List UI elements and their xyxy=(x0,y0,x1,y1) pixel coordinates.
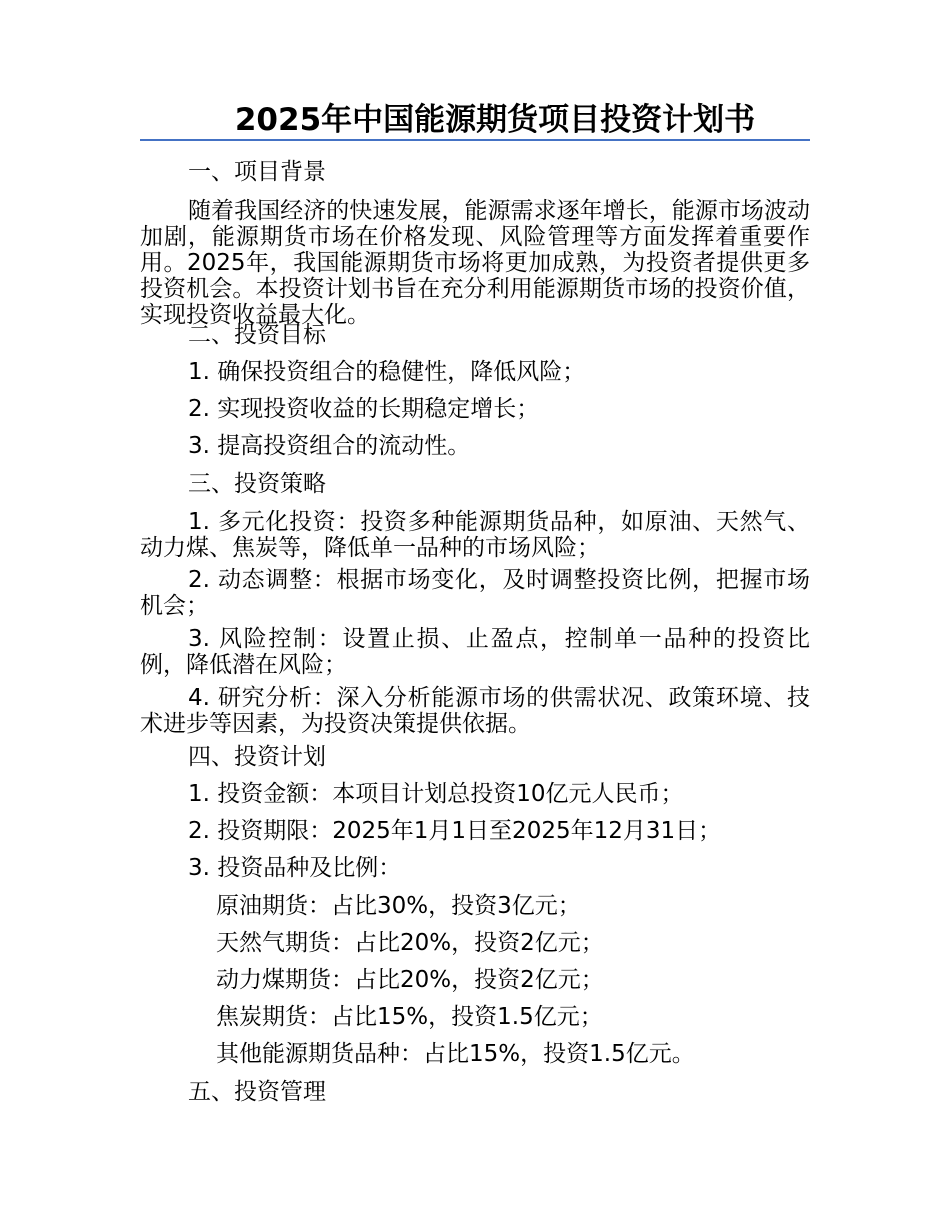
plan-item: 3. 投资品种及比例： xyxy=(188,855,402,881)
goal-item: 2. 实现投资收益的长期稳定增长； xyxy=(188,396,540,422)
section-heading-strategy: 三、投资策略 xyxy=(188,471,326,497)
strategy-text: 3. 风险控制：设置止损、止盈点，控制单一品种的投资比例，降低潜在风险； xyxy=(140,626,810,678)
allocation-item: 动力煤期货：占比20%，投资2亿元； xyxy=(216,967,604,993)
goal-item: 1. 确保投资组合的稳健性，降低风险； xyxy=(188,359,586,385)
strategy-text: 1. 多元化投资：投资多种能源期货品种，如原油、天然气、动力煤、焦炭等，降低单一品种的市场风险； xyxy=(140,509,810,561)
background-text: 随着我国经济的快速发展，能源需求逐年增长，能源市场波动加剧，能源期货市场在价格发现、风险管理等方面发挥着重要作用。2025年，我国能源期货市场将更加成熟，为投资者提供更多投资机会。本投资计划书旨在充分利用能源期货市场的投资价值，实现投资收益最大化。 xyxy=(140,198,810,328)
allocation-item: 焦炭期货：占比15%，投资1.5亿元； xyxy=(216,1004,603,1030)
section-heading-plan: 四、投资计划 xyxy=(188,744,326,770)
strategy-text: 4. 研究分析：深入分析能源市场的供需状况、政策环境、技术进步等因素，为投资决策提供依据。 xyxy=(140,685,810,737)
title-underline xyxy=(140,139,810,141)
goal-item: 3. 提高投资组合的流动性。 xyxy=(188,433,471,459)
section-heading-management: 五、投资管理 xyxy=(188,1079,326,1105)
strategy-item xyxy=(140,567,810,619)
section-heading-goals: 二、投资目标 xyxy=(188,322,326,348)
document-title: 2025年中国能源期货项目投资计划书 xyxy=(234,102,756,138)
section-heading-background: 一、项目背景 xyxy=(188,159,326,185)
plan-item: 2. 投资期限：2025年1月1日至2025年12月31日； xyxy=(188,818,722,844)
allocation-item: 原油期货：占比30%，投资3亿元； xyxy=(216,893,581,919)
plan-item: 1. 投资金额：本项目计划总投资10亿元人民币； xyxy=(188,781,684,807)
allocation-item: 天然气期货：占比20%，投资2亿元； xyxy=(216,930,604,956)
strategy-text: 2. 动态调整：根据市场变化，及时调整投资比例，把握市场机会； xyxy=(140,567,810,619)
strategy-item xyxy=(140,509,810,561)
strategy-item xyxy=(140,626,810,678)
allocation-item: 其他能源期货品种：占比15%，投资1.5亿元。 xyxy=(216,1041,695,1067)
strategy-item xyxy=(140,685,810,737)
background-paragraph xyxy=(140,198,810,328)
